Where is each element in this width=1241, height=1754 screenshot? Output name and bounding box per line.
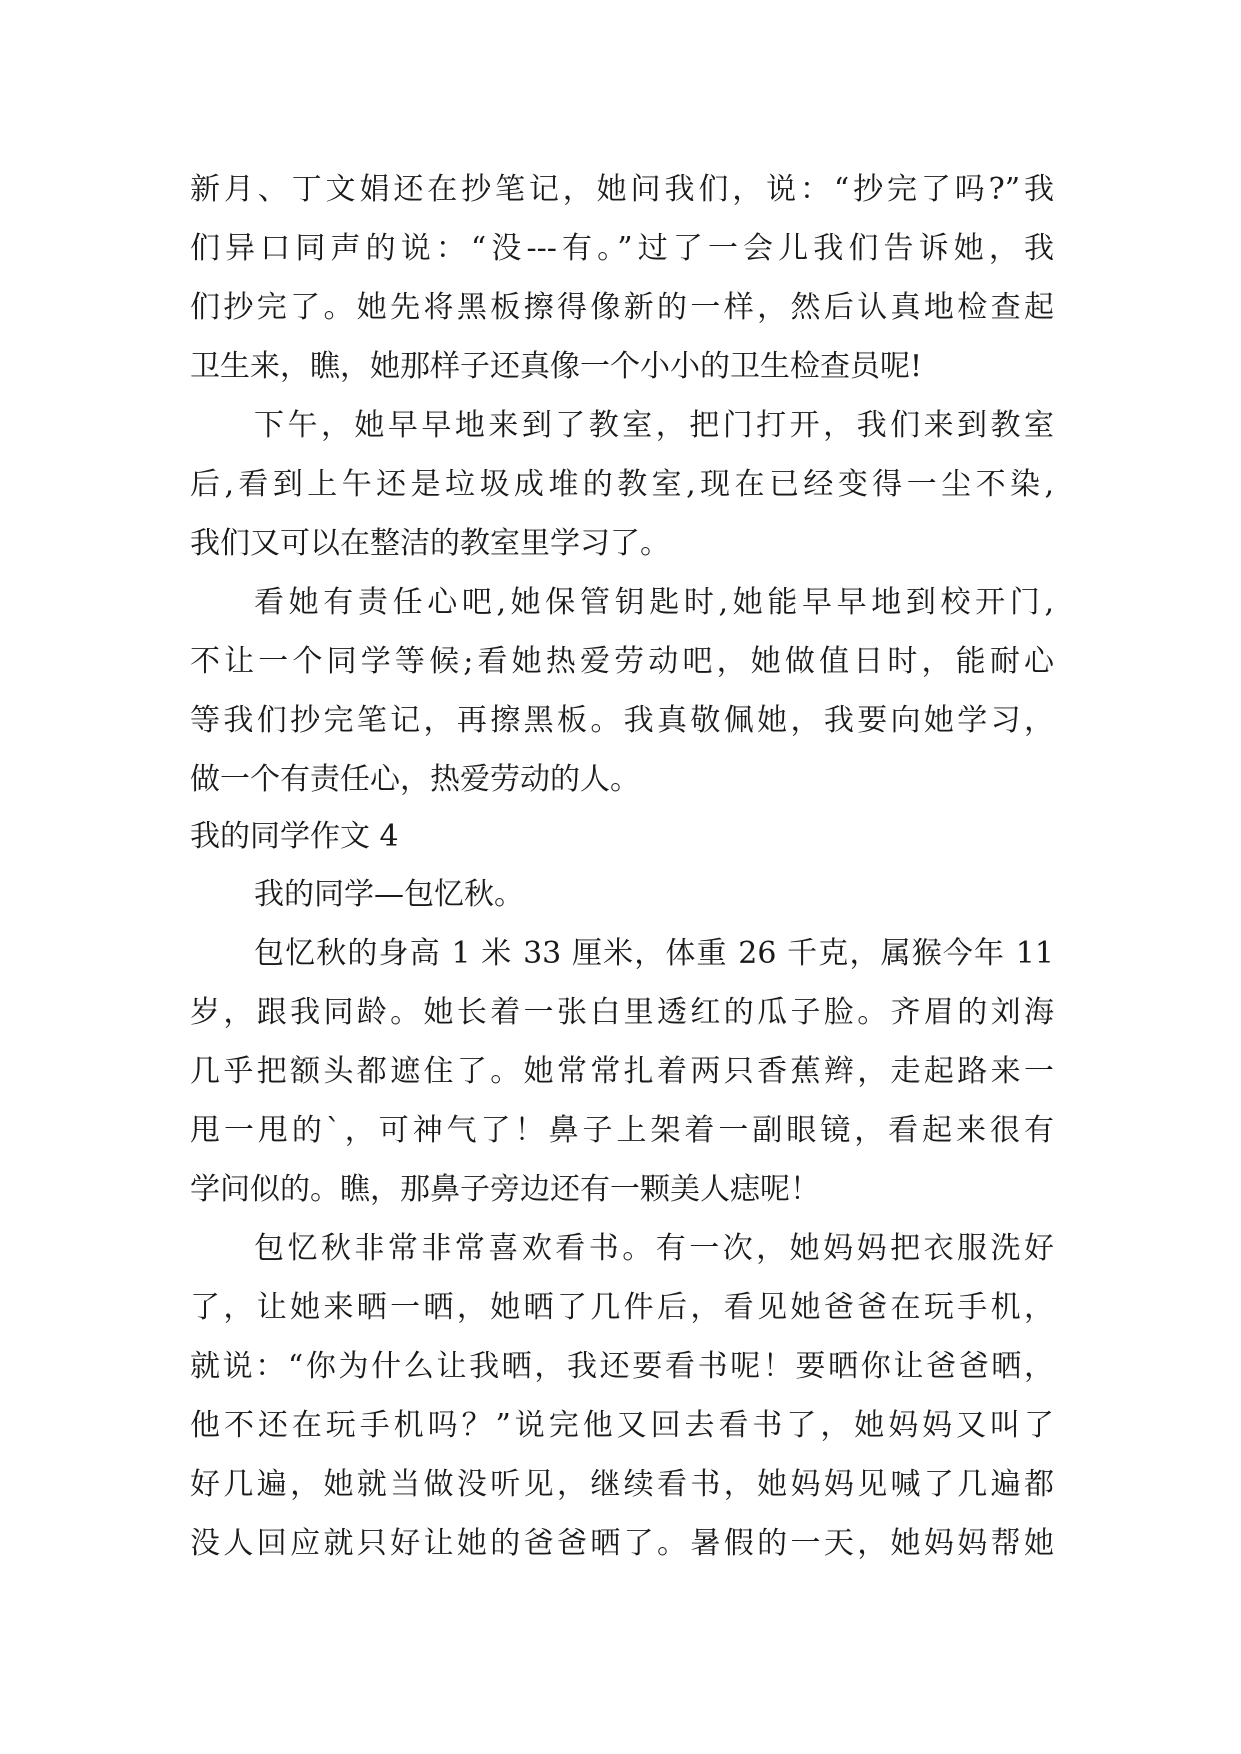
text-line: 就说：“你为什么让我晒，我还要看书呢！要晒你让爸爸晒， xyxy=(190,1349,1054,1384)
paragraph-first-line: 下午，她早早地来到了教室，把门打开，我们来到教室 xyxy=(254,408,1054,443)
text-line: 学问似的。瞧，那鼻子旁边还有一颗美人痣呢！ xyxy=(190,1172,820,1207)
text-line: 等我们抄完笔记，再擦黑板。我真敬佩她，我要向她学习， xyxy=(190,703,1054,738)
text-line: 不让一个同学等候;看她热爱劳动吧，她做值日时，能耐心 xyxy=(190,644,1054,679)
text-line: 几乎把额头都遮住了。她常常扎着两只香蕉辫，走起路来一 xyxy=(190,1054,1054,1089)
text-line: 新月、丁文娟还在抄笔记，她问我们，说：“抄完了吗?”我 xyxy=(190,172,1054,207)
text-line: 他不还在玩手机吗？”说完他又回去看书了，她妈妈又叫了 xyxy=(190,1408,1054,1443)
text-line: 没人回应就只好让她的爸爸晒了。暑假的一天，她妈妈帮她 xyxy=(190,1526,1054,1561)
paragraph-first-line: 看她有责任心吧,她保管钥匙时,她能早早地到校开门, xyxy=(254,585,1054,620)
section-heading: 我的同学作文 4 xyxy=(190,819,399,854)
text-line: 们异口同声的说：“没---有。”过了一会儿我们告诉她，我 xyxy=(190,231,1054,266)
paragraph-first-line: 包忆秋非常非常喜欢看书。有一次，她妈妈把衣服洗好 xyxy=(254,1231,1054,1266)
document-body xyxy=(190,160,1054,1573)
text-line: 岁，跟我同龄。她长着一张白里透红的瓜子脸。齐眉的刘海 xyxy=(190,995,1054,1030)
text-line: 了，让她来晒一晒，她晒了几件后，看见她爸爸在玩手机， xyxy=(190,1290,1054,1325)
paragraph-first-line: 包忆秋的身高 1 米 33 厘米，体重 26 千克，属猴今年 11 xyxy=(254,936,1054,971)
text-line: 们抄完了。她先将黑板擦得像新的一样，然后认真地检查起 xyxy=(190,290,1054,325)
paragraph-first-line: 我的同学—包忆秋。 xyxy=(254,877,524,912)
text-line: 我们又可以在整洁的教室里学习了。 xyxy=(190,526,670,561)
text-line: 后,看到上午还是垃圾成堆的教室,现在已经变得一尘不染, xyxy=(190,467,1054,502)
text-line: 甩一甩的`，可神气了！鼻子上架着一副眼镜，看起来很有 xyxy=(190,1113,1054,1148)
text-line: 好几遍，她就当做没听见，继续看书，她妈妈见喊了几遍都 xyxy=(190,1467,1054,1502)
text-line: 做一个有责任心，热爱劳动的人。 xyxy=(190,762,640,797)
text-line: 卫生来，瞧，她那样子还真像一个小小的卫生检查员呢! xyxy=(190,349,923,384)
